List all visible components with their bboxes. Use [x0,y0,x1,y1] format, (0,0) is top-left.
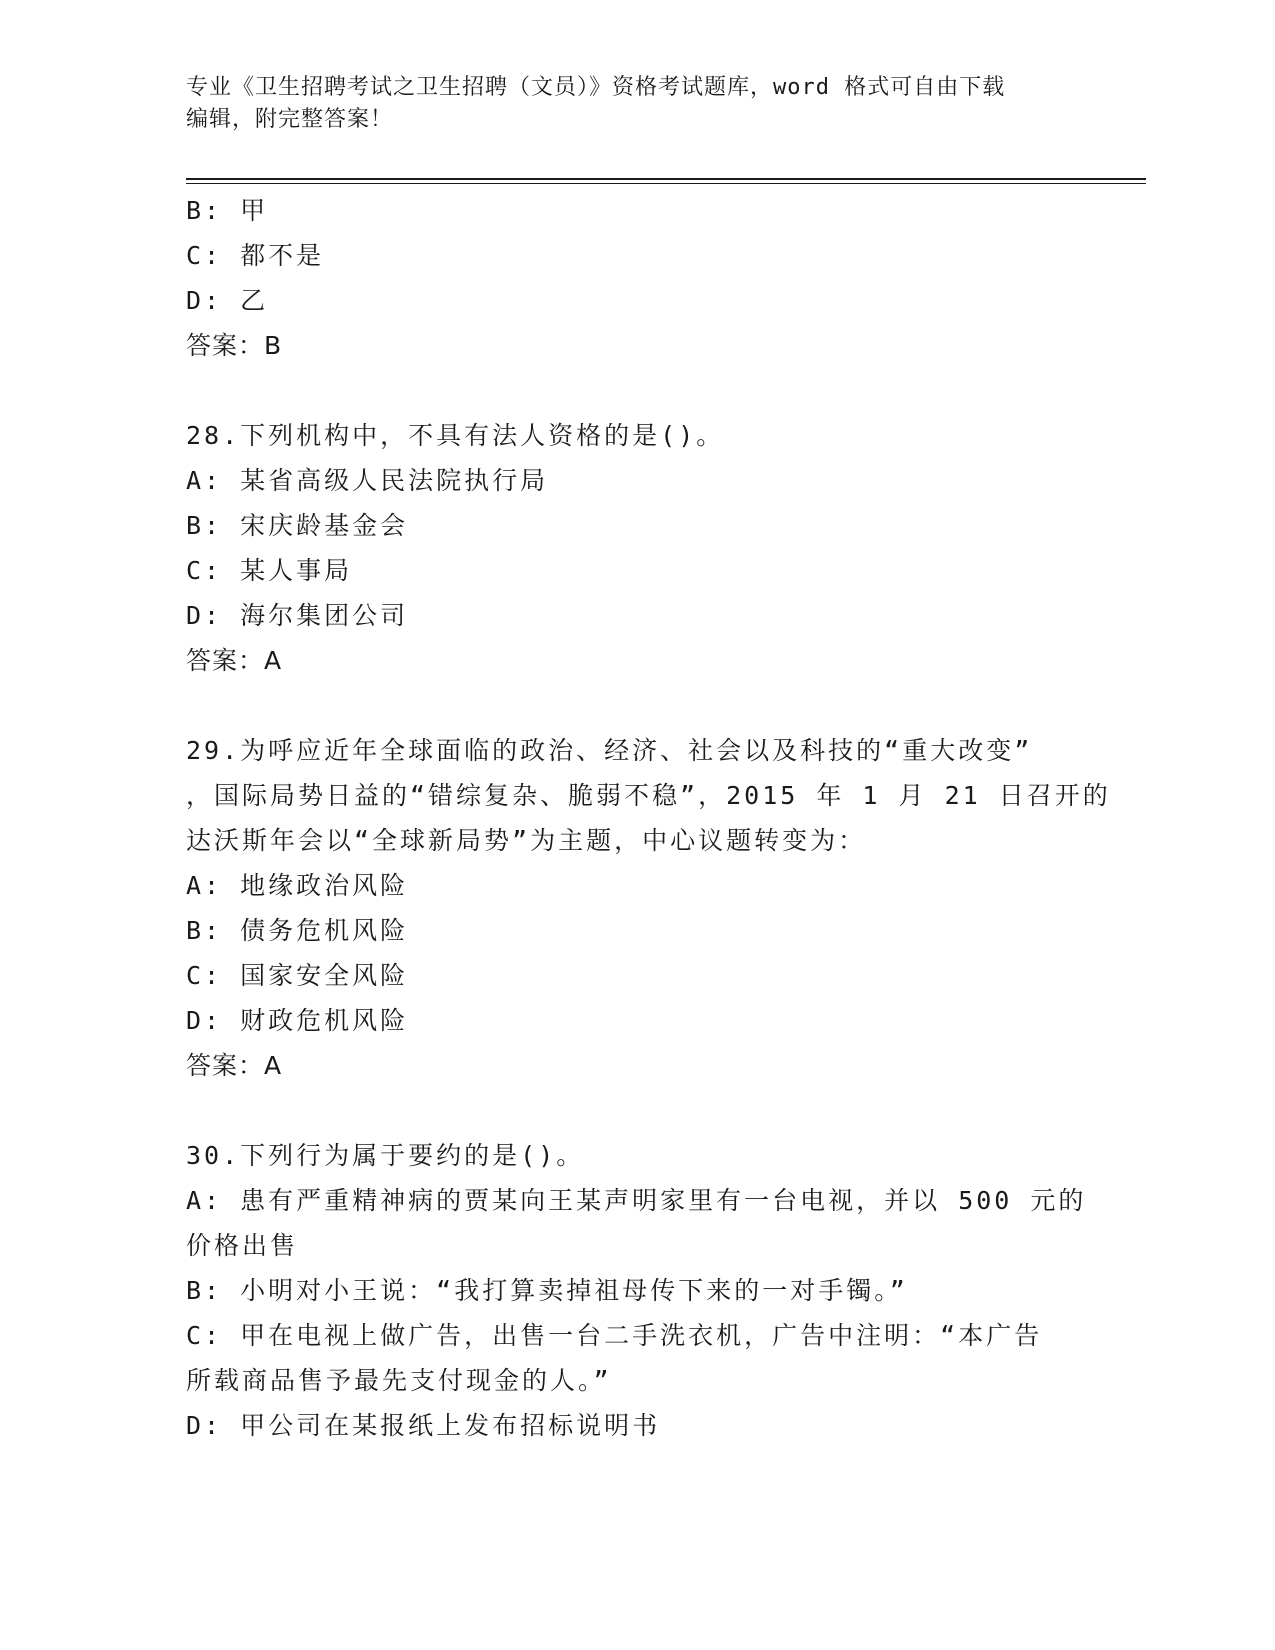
question-text: 30.下列行为属于要约的是()。 [186,1141,585,1170]
question-block-30 [186,1133,1086,1448]
option-a-line-2: 价格出售 [186,1231,299,1260]
option-c: C: 国家安全风险 [186,961,409,990]
option-c-line-1: C: 甲在电视上做广告，出售一台二手洗衣机，广告中注明：“本广告 [186,1321,1043,1350]
document-body [186,188,1111,1448]
option-b: B: 债务危机风险 [186,916,409,945]
option-b: B: 小明对小王说：“我打算卖掉祖母传下来的一对手镯。” [186,1276,908,1305]
option-c: C: 都不是 [186,241,325,270]
option-a-line-1: A: 患有严重精神病的贾某向王某声明家里有一台电视，并以 500 元的 [186,1186,1087,1215]
header-divider-thin [186,183,1146,184]
question-text: 28.下列机构中，不具有法人资格的是()。 [186,421,725,450]
answer-line: 答案：B [186,331,283,360]
option-a: A: 某省高级人民法院执行局 [186,466,549,495]
option-c-line-2: 所载商品售予最先支付现金的人。” [186,1366,612,1395]
option-a: A: 地缘政治风险 [186,871,409,900]
option-b: B: 甲 [186,196,269,225]
question-block-27 [186,188,1086,368]
option-b: B: 宋庆龄基金会 [186,511,409,540]
question-text-line-2: ，国际局势日益的“错综复杂、脆弱不稳”，2015 年 1 月 21 日召开的 [186,781,1111,810]
header-divider-thick [186,178,1146,180]
question-text-line-3: 达沃斯年会以“全球新局势”为主题，中心议题转变为： [186,826,867,855]
question-block-29 [186,728,1111,1088]
answer-line: 答案：A [186,646,283,675]
option-d: D: 财政危机风险 [186,1006,409,1035]
spacer [186,368,1086,413]
header-line-1: 专业《卫生招聘考试之卫生招聘（文员）》资格考试题库，word 格式可自由下载 [186,75,1006,100]
option-d: D: 甲公司在某报纸上发布招标说明书 [186,1411,661,1440]
option-d: D: 海尔集团公司 [186,601,409,630]
header-line-2: 编辑，附完整答案！ [186,107,394,132]
question-text-line-1: 29.为呼应近年全球面临的政治、经济、社会以及科技的“重大改变” [186,736,1033,765]
spacer [186,1088,1086,1133]
document-header [186,72,1086,136]
option-c: C: 某人事局 [186,556,353,585]
answer-line: 答案：A [186,1051,283,1080]
spacer [186,683,1086,728]
question-block-28 [186,413,1086,683]
option-d: D: 乙 [186,286,269,315]
